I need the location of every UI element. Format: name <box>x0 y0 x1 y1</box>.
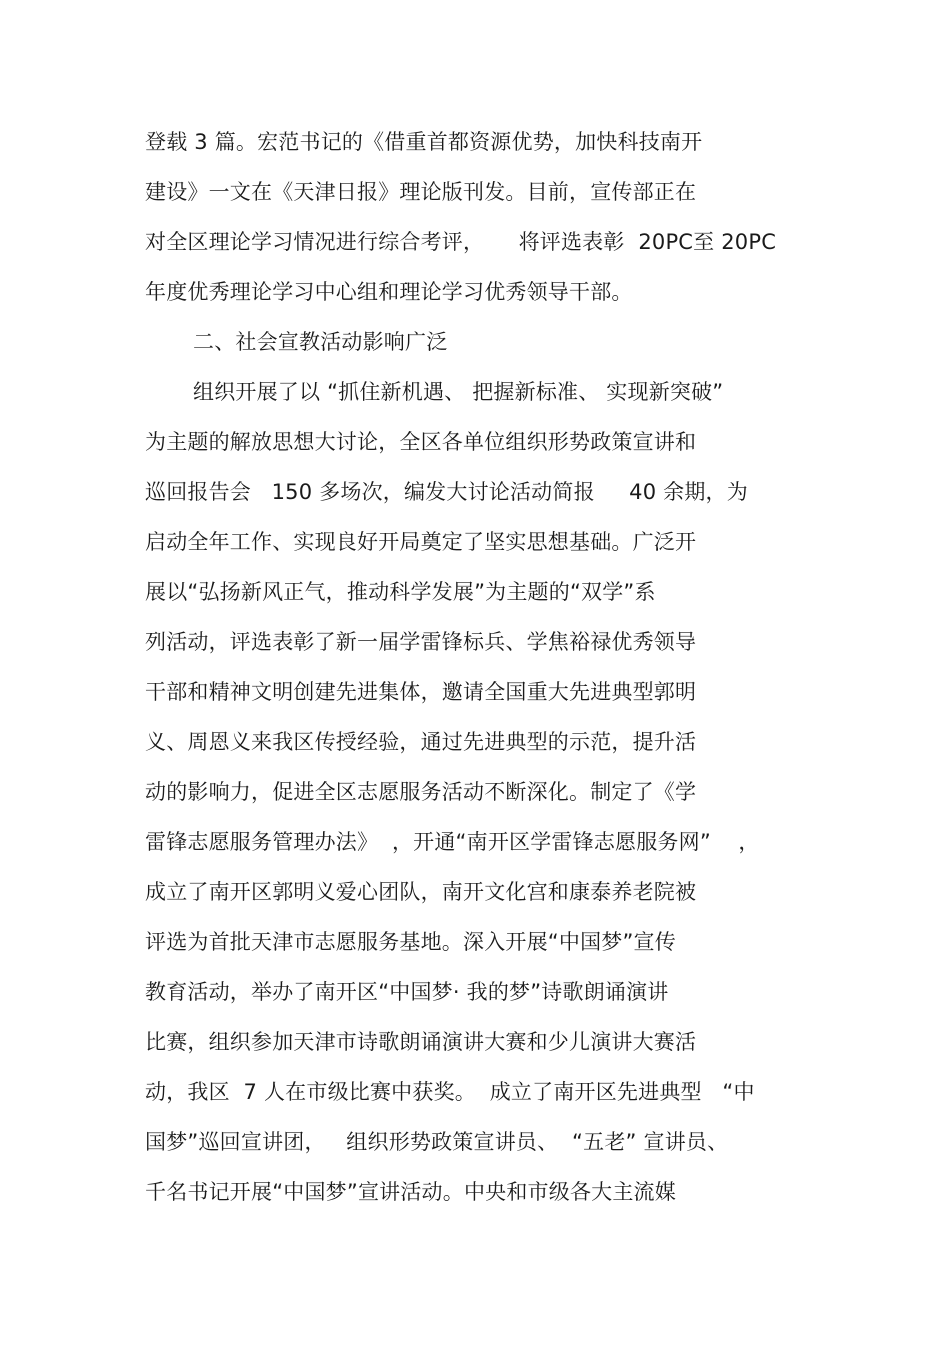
text-line: 启动全年工作、实现良好开局奠定了坚实思想基础。广泛开 <box>145 530 697 554</box>
text-line: 动的影响力，促进全区志愿服务活动不断深化。制定了《学 <box>145 780 697 804</box>
text-line: 列活动，评选表彰了新一届学雷锋标兵、学焦裕禄优秀领导 <box>145 630 697 654</box>
text-line: 教育活动，举办了南开区“中国梦· 我的梦”诗歌朗诵演讲 <box>145 980 669 1004</box>
text-line: 雷锋志愿服务管理办法》 ，开通“南开区学雷锋志愿服务网” ， <box>145 830 760 854</box>
text-line: 成立了南开区郭明义爱心团队，南开文化宫和康泰养老院被 <box>145 880 697 904</box>
text-line: 干部和精神文明创建先进集体，邀请全国重大先进典型郭明 <box>145 680 697 704</box>
text-line: 义、周恩义来我区传授经验，通过先进典型的示范，提升活 <box>145 730 697 754</box>
text-line: 巡回报告会 150 多场次，编发大讨论活动简报 40 余期，为 <box>145 480 748 504</box>
text-line: 国梦”巡回宣讲团， 组织形势政策宣讲员、 “五老” 宣讲员、 <box>145 1130 729 1154</box>
text-line: 动，我区 7 人在市级比赛中获奖。 成立了南开区先进典型 “中 <box>145 1080 755 1104</box>
paragraph-first-line: 组织开展了以 “抓住新机遇、 把握新标准、 实现新突破” <box>193 380 724 404</box>
text-line: 展以“弘扬新风正气，推动科学发展”为主题的“双学”系 <box>145 580 656 604</box>
text-line: 建设》一文在《天津日报》理论版刊发。目前，宣传部正在 <box>145 180 697 204</box>
section-heading: 二、社会宣教活动影响广泛 <box>193 330 448 354</box>
text-line: 对全区理论学习情况进行综合考评， 将评选表彰 20PC至 20PC <box>145 230 777 254</box>
text-line: 登载 3 篇。宏范书记的《借重首都资源优势，加快科技南开 <box>145 130 703 154</box>
text-line: 比赛，组织参加天津市诗歌朗诵演讲大赛和少儿演讲大赛活 <box>145 1030 697 1054</box>
text-line: 千名书记开展“中国梦”宣讲活动。中央和市级各大主流媒 <box>145 1180 676 1204</box>
text-line: 年度优秀理论学习中心组和理论学习优秀领导干部。 <box>145 280 633 304</box>
text-line: 为主题的解放思想大讨论，全区各单位组织形势政策宣讲和 <box>145 430 697 454</box>
text-line: 评选为首批天津市志愿服务基地。深入开展“中国梦”宣传 <box>145 930 676 954</box>
